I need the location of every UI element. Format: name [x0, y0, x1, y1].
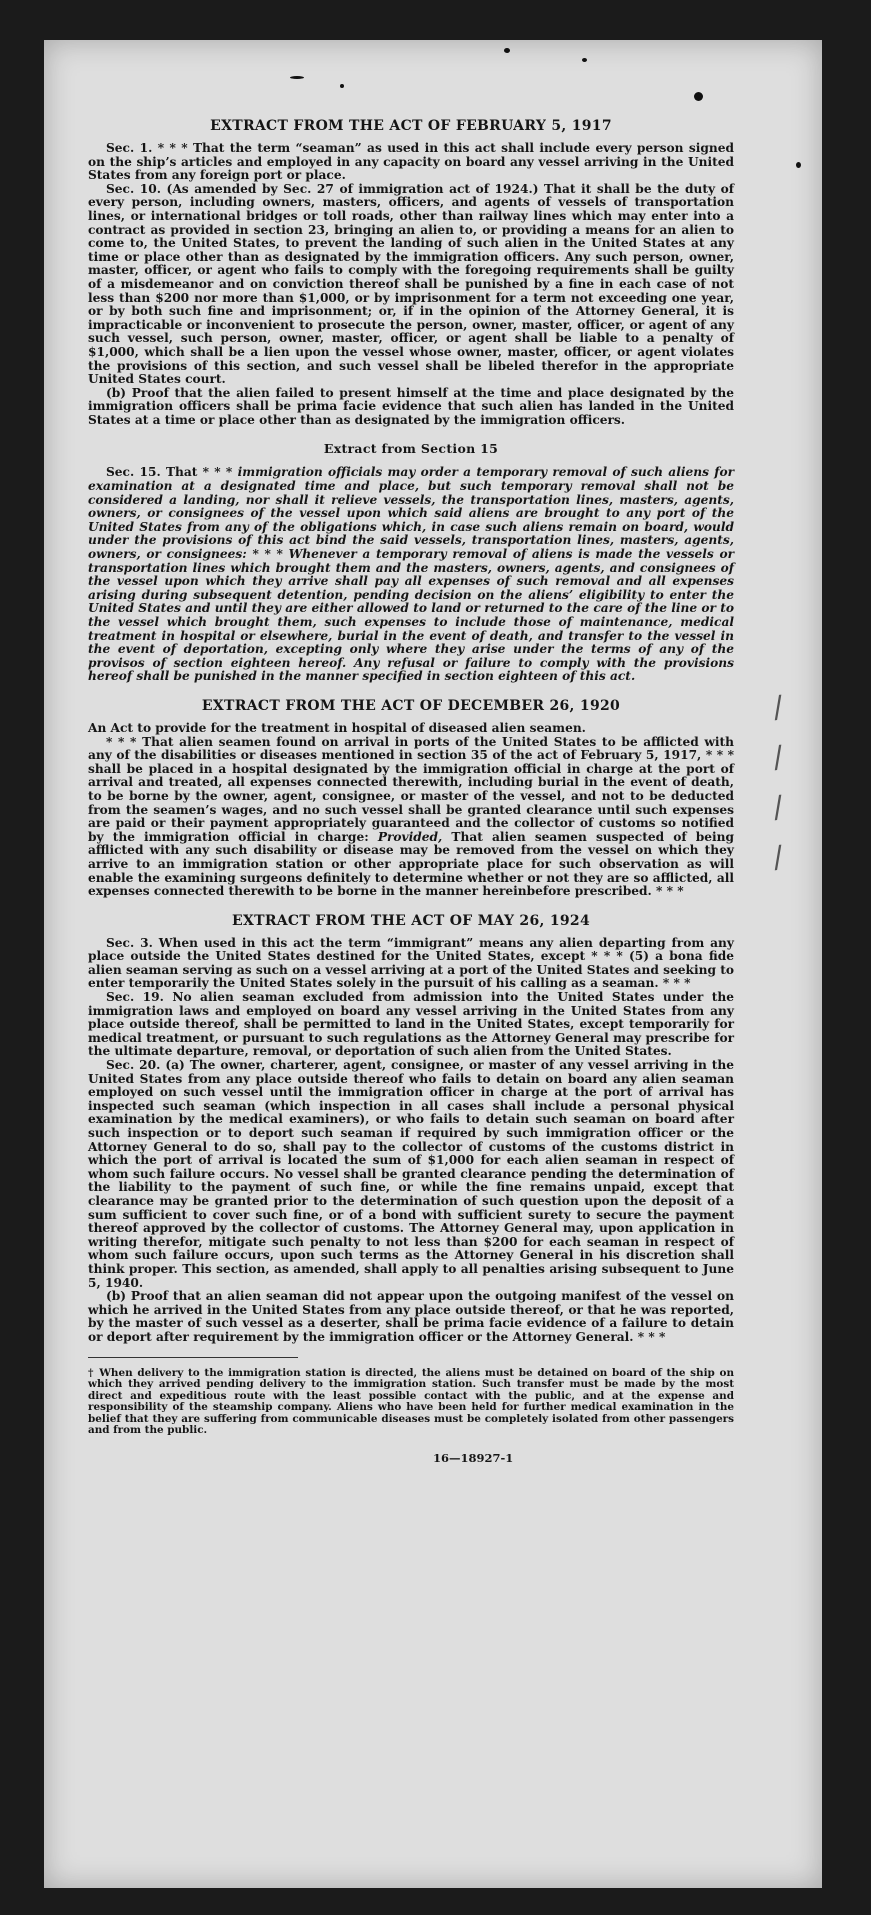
section-20b-text: (b) Proof that an alien seaman did not appear upon the outgoing manifest of the vessel on which he arrived in the United States from any place outside thereof, or that he was reported, by the master of such vessel as a deserter, shall be prima facie evidence of a failure to detain or deport after requirement by the immigration officer or the Attorney General. * * * [88, 1289, 734, 1344]
section-15-text: immigration officials may order a temporary removal of such aliens for examination at a designated time and place, but such temporary removal shall not be considered a landing, nor shall it relieve vessels, the transportation lines, masters, agents, owners, or consignees of the vessel upon which said aliens are brought to any port of the United States from any of the obligations which, in case such aliens remain on board, would under the provisions of this act bind the said vessels, transportation lines, masters, agents, owners, or consignees: * * * Whenever a temporary removal of aliens is made the vessels or transportation lines which brought them and the masters, owners, agents, and consignees of the vessel upon which they arrive shall pay all expenses of such removal and all expenses arising during subsequent detention, pending decision on the aliens’ eligibility to enter the United States and until they are either allowed to land or returned to the care of the line or to the vessel which brought them, such expenses to include those of maintenance, medical treatment in hospital or elsewhere, burial in the event of death, and transfer to the vessel in the event of deportation, excepting only where they arise under the terms of any of the provisos of section eighteen hereof. Any refusal or failure to comply with the provisions hereof shall be punished in the manner specified in section eighteen of this act. [88, 465, 734, 684]
section-19-text: Sec. 19. No alien seaman excluded from admission into the United States under the immigration laws and employed on board any vessel arriving in the United States from any place outside thereof, shall be permitted to land in the United States, except temporarily for medical treatment, or pursuant to such regulations as the Attorney General may prescribe for the ultimate departure, removal, or deportation of such alien from the United States. [88, 990, 734, 1059]
section-10-text: Sec. 10. (As amended by Sec. 27 of immigration act of 1924.) That it shall be the duty of every person, including owners, masters, officers, and agents of vessels of transportation lines, or international bridges or toll roads, other than railway lines which may enter into a contract as provided in section 23, bringing an alien to, or providing a means for an alien to come to, the United States, to prevent the landing of such alien in the United States at any time or place other than as designated by the immigration officers. Any such person, owner, master, officer, or agent who fails to comply with the foregoing requirements shall be guilty of a misdemeanor and on conviction thereof shall be punished by a fine in each case of not less than $200 nor more than $1,000, or by imprisonment for a term not exceeding one year, or by both such fine and imprisonment; or, if in the opinion of the Attorney General, it is impracticable or inconvenient to prosecute the person, owner, master, officer, or agent of any such vessel, such person, owner, master, officer, or agent shall be liable to a penalty of $1,000, which shall be a lien upon the vessel whose owner, master, officer, or agent violates the provisions of this section, and such vessel shall be libeled therefor in the appropriate United States court. [88, 181, 734, 387]
ink-speck [582, 58, 587, 62]
section-1-text: Sec. 1. * * * That the term “seaman” as used in this act shall include every person signed on the ship’s articles and employed in any capacity on board any vessel arriving in the United States from any foreign port or place. [88, 141, 734, 183]
footnote: † When delivery to the immigration station is directed, the aliens must be detained on board of the ship on which they arrived pending delivery to the immigration station. Such transfer must be made by the most direct and expeditious route with the least possible contact with the public, and at the expense and responsibility of the steamship company. Aliens who have been held for further medical examination in the belief that they are suffering from communicable diseases must be completely isolated from other passengers and from the public. [88, 1366, 734, 1437]
act-1920-body-2: That alien seamen suspected of being afflicted with any such disability or disease may be removed from the vessel on which they arrive to an immigration station or other appropriate place for such observation as will enable the examining surgeons definitely to determine whether or not they are so afflicted, all expenses connected therewith to be borne in the manner hereinbefore prescribed. * * * [88, 829, 734, 899]
section-20a-text: Sec. 20. (a) The owner, charterer, agent, consignee, or master of any vessel arriving in the United States from any place outside thereof who fails to detain on board any alien seaman employed on such vessel until the immigration officer in charge at the port of arrival has inspected such seaman (which inspection in all cases shall include a personal physical examination by the medical examiners), or who fails to detain such seaman on board after such inspection or to deport such seaman if required by such immigration officer or the Attorney General to do so, shall pay to the collector of customs of the customs district in which the port of arrival is located the sum of $1,000 for each alien seaman in respect of whom such failure occurs. No vessel shall be granted clearance pending the determination of the liability to the payment of such fine, or while the fine remains unpaid, except that clearance may be granted prior to the determination of such question upon the deposit of a sum sufficient to cover such fine, or of a bond with sufficient surety to secure the payment thereof approved by the collector of customs. The Attorney General may, upon application in writing therefor, mitigate such penalty to not less than $200 for each seaman in respect of whom such failure occurs, upon such terms as the Attorney General in his discretion shall think proper. This section, as amended, shall apply to all penalties arising subsequent to June 5, 1940. [88, 1058, 734, 1290]
margin-handwriting-mark: / [770, 689, 786, 726]
margin-handwriting-mark: / [770, 839, 786, 876]
heading-act-1920: EXTRACT FROM THE ACT OF DECEMBER 26, 1920 [201, 697, 621, 714]
heading-act-1917: EXTRACT FROM THE ACT OF FEBRUARY 5, 1917 [210, 118, 612, 134]
ink-speck [694, 92, 703, 101]
ink-speck [290, 76, 304, 79]
section-15-lead: Sec. 15. That * * * [106, 465, 233, 480]
ink-speck [796, 162, 801, 168]
heading-act-1924: EXTRACT FROM THE ACT OF MAY 26, 1924 [231, 912, 591, 929]
act-1920-paragraph [88, 736, 734, 899]
document-page [44, 40, 822, 1888]
section-10b-text: (b) Proof that the alien failed to present himself at the time and place designated by the immigration officers shall be prima facie evidence that such alien has landed in the United States at a time or place other than as designated by the immigration officers. [88, 385, 734, 427]
act-1920-intro: An Act to provide for the treatment in hospital of diseased alien seamen. [88, 720, 586, 735]
section-3-text: Sec. 3. When used in this act the term “immigrant” means any alien departing from any place outside the United States destined for the United States, except * * * (5) a bona fide alien seaman serving as such on a vessel arriving at a port of the United States and seeking to enter temporarily the United States solely in the pursuit of his calling as a seaman. * * * [88, 935, 734, 991]
ink-speck [340, 84, 344, 88]
heading-section-15: Extract from Section 15 [323, 441, 499, 457]
section-15-paragraph [88, 466, 734, 684]
ink-speck [504, 48, 510, 53]
document-body [88, 118, 734, 1465]
margin-handwriting-mark: / [770, 739, 786, 776]
act-1920-provided: Provided, [377, 829, 443, 844]
act-1920-body-1: * * * That alien seamen found on arrival in ports of the United States to be afflicted with any of the disabilities or diseases mentioned in section 35 of the act of February 5, 1917, * * * shall be placed in a hospital designated by the immigration official in charge at the port of arrival and treated, all expenses connected therewith, including burial in the event of death, to be borne by the owner, agent, consignee, or master of the vessel, and not to be deducted from the seamen’s wages, and no such vessel shall be granted clearance until such expenses are paid or their payment appropriately guaranteed and the collector of customs so notified by the immigration official in charge: [88, 734, 734, 844]
margin-handwriting-mark: / [770, 789, 786, 826]
footnote-divider [88, 1357, 298, 1358]
form-number: 16—18927-1 [433, 1451, 514, 1466]
